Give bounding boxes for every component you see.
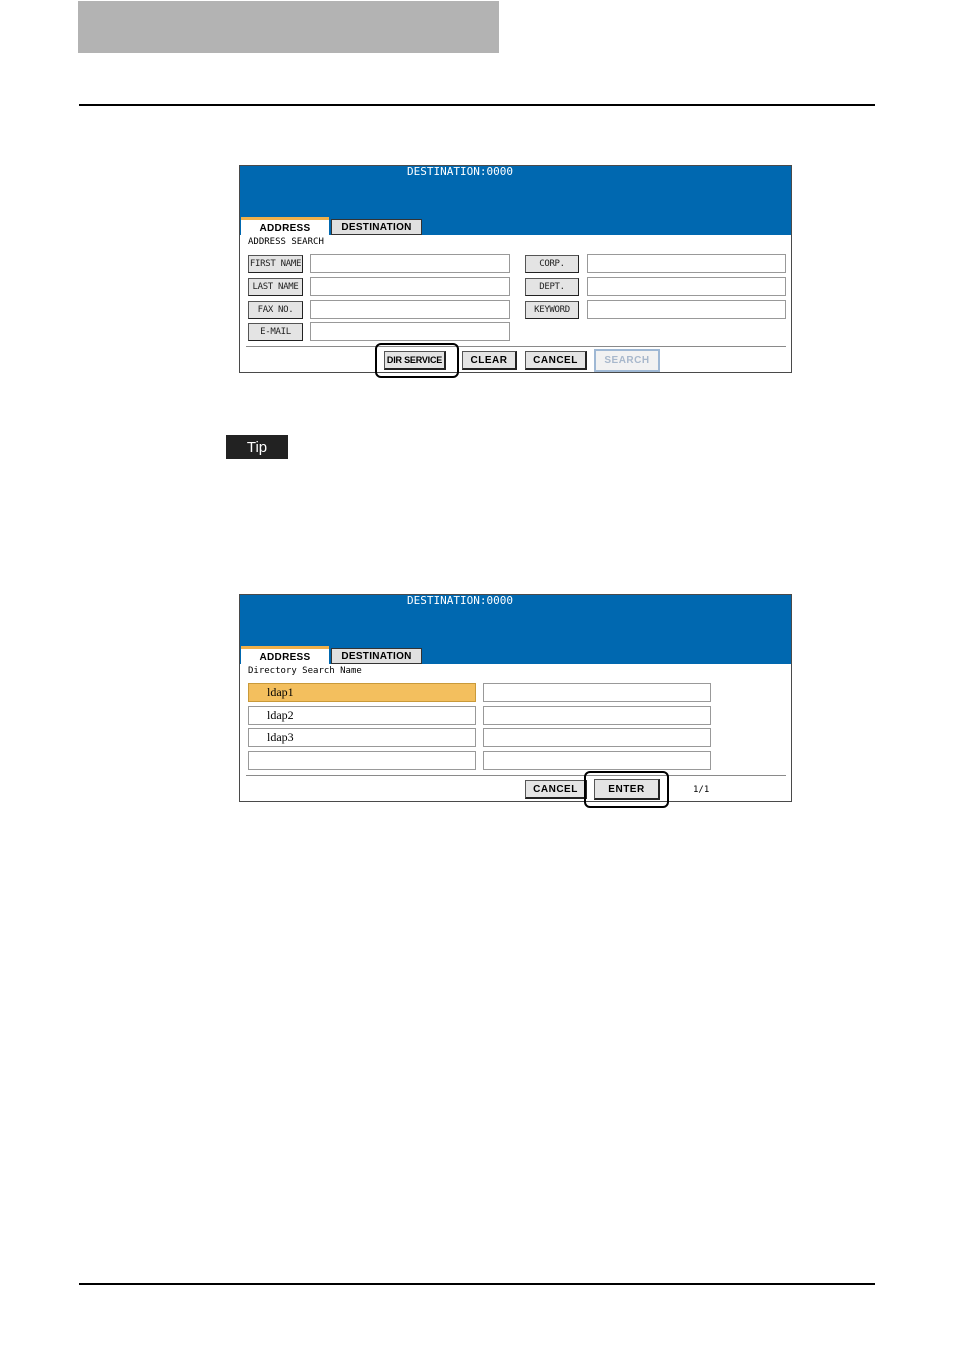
last-name-field[interactable] [310,277,510,296]
email-button[interactable]: E-MAIL [248,323,303,341]
directory-search-screen [239,594,792,802]
address-search-screen [239,165,792,373]
bottom-rule [79,1283,875,1285]
list-item-empty[interactable] [483,683,711,702]
screen-title: DESTINATION:0000 [407,594,513,607]
section-label: Directory Search Name [248,666,362,676]
email-field[interactable] [310,322,510,341]
enter-callout [584,771,669,808]
tab-address[interactable]: ADDRESS [241,646,329,665]
dept-field[interactable] [587,277,786,296]
page-header-bar [78,1,499,53]
enter-button[interactable]: ENTER [594,779,660,800]
button-divider [246,346,786,347]
screen-title: DESTINATION:0000 [407,165,513,178]
fax-no-field[interactable] [310,300,510,319]
directory-item-ldap1[interactable]: ldap1 [248,683,476,702]
list-item-empty[interactable] [483,751,711,770]
list-item-empty[interactable] [483,728,711,747]
tab-address[interactable]: ADDRESS [241,217,329,236]
first-name-button[interactable]: FIRST NAME [248,255,303,273]
dept-button[interactable]: DEPT. [525,278,579,296]
directory-item-ldap3[interactable]: ldap3 [248,728,476,747]
dir-service-button[interactable]: DIR SERVICE [384,351,446,370]
clear-button[interactable]: CLEAR [462,351,517,370]
tab-destination[interactable]: DESTINATION [331,648,422,664]
last-name-button[interactable]: LAST NAME [248,278,303,296]
search-button[interactable]: SEARCH [594,349,660,372]
tab-destination[interactable]: DESTINATION [331,219,422,235]
section-label: ADDRESS SEARCH [248,237,324,247]
cancel-button[interactable]: CANCEL [525,780,587,799]
top-rule [79,104,875,106]
button-divider [246,775,786,776]
list-item-empty[interactable] [483,706,711,725]
first-name-field[interactable] [310,254,510,273]
keyword-button[interactable]: KEYWORD [525,301,579,319]
directory-item-ldap2[interactable]: ldap2 [248,706,476,725]
dir-service-callout [375,343,459,378]
directory-item-empty[interactable] [248,751,476,770]
page-indicator: 1/1 [693,785,710,795]
corp-field[interactable] [587,254,786,273]
corp-button[interactable]: CORP. [525,255,579,273]
cancel-button[interactable]: CANCEL [525,351,587,370]
tip-badge: Tip [226,435,288,459]
fax-no-button[interactable]: FAX NO. [248,301,303,319]
keyword-field[interactable] [587,300,786,319]
